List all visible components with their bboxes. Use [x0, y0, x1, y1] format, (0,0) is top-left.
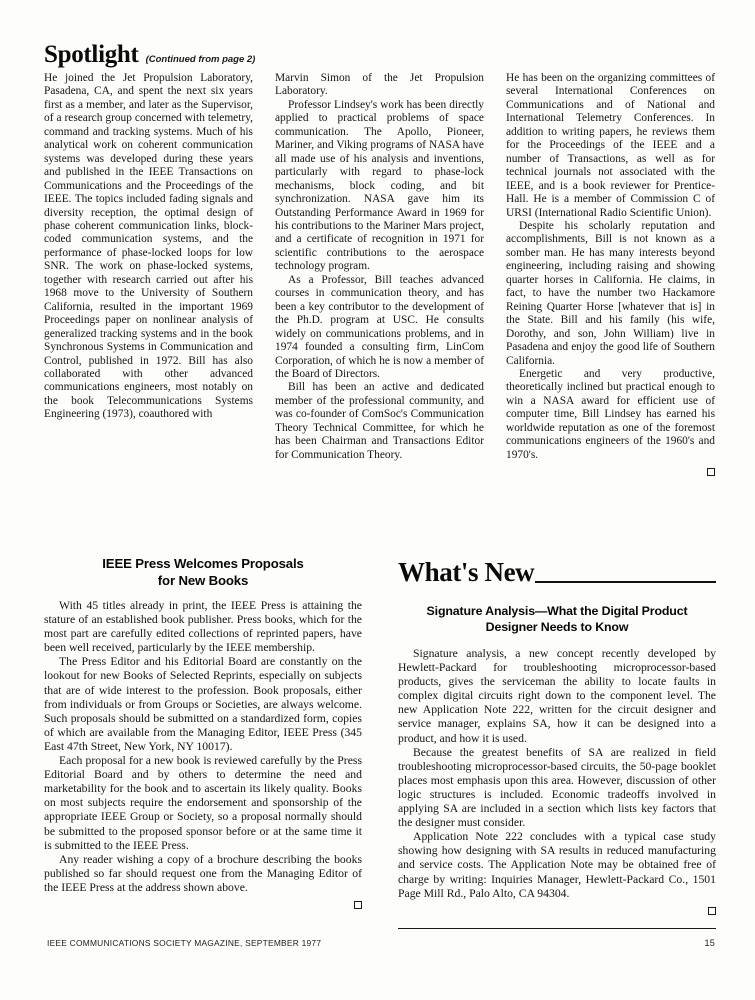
spotlight-masthead-row	[44, 42, 716, 67]
end-of-article-marker	[354, 901, 362, 909]
spotlight-column-1	[44, 72, 253, 481]
lower-sections	[44, 556, 716, 929]
whats-new-rule	[535, 581, 716, 583]
end-of-article-marker-wrap	[506, 463, 715, 481]
whats-new-heading-line1: Signature Analysis—What the Digital Product	[426, 604, 688, 618]
paragraph: Signature analysis, a new concept recently developed by Hewlett-Packard for troubleshooting microprocessor-based products, gives the serviceman the ability to locate faults in complex digital circuits right down to the component level. The new Application Note 222, written for the circuit designer and service manager, explains SA, how it can be designed into a product, and how it is used.	[398, 647, 716, 745]
end-of-article-marker	[707, 468, 715, 476]
paragraph: Each proposal for a new book is reviewed carefully by the Press Editorial Board and by others to determine the need and marketability for the book and to ascertain its likely quality. Books on most subjects require the endorsement and sponsorship of the appropriate IEEE Group or Society, so a proposal normally should be submitted to the proposed sponsor before or at the same time it is submitted to the IEEE Press.	[44, 754, 362, 852]
spotlight-masthead: Spotlight	[44, 41, 139, 68]
paragraph: The Press Editor and his Editorial Board are constantly on the lookout for new Books of Selected Reprints, especially on subjects that are of wide interest to the profession. Book proposals, either from individuals or from Groups or Societies, are always welcome. Such proposals should be submitted on a standardized form, copies of which are available from the Managing Editor, IEEE Press (345 East 47th Street, New York, NY 10017).	[44, 655, 362, 753]
whats-new-section	[398, 556, 716, 929]
ieee-press-heading-line1: IEEE Press Welcomes Proposals	[102, 556, 304, 571]
paragraph: With 45 titles already in print, the IEEE Press is attaining the stature of an established book publisher. Press books, which for the most part are carefully edited collections of reprinted papers, have been well received, particularly by the IEEE membership.	[44, 599, 362, 655]
paragraph: Bill has been an active and dedicated member of the professional community, and was co-founder of ComSoc's Communication Theory Technical Committee, for which he has been Chairman and Transactions Editor for Communication Theory.	[275, 381, 484, 461]
paragraph: Despite his scholarly reputation and accomplishments, Bill is not known as a somber man. He has many interests beyond engineering, including raising and showing quarter horses in California. He claims, in fact, to have the number two Hackamore Reining Quarter Horse [whatever that is] in the State. Bill and his family (his wife, Dorothy, and son, John William) live in Pasadena and enjoy the good life of Southern California.	[506, 219, 715, 367]
footer-page-number: 15	[704, 938, 715, 948]
paragraph: He has been on the organizing committees of several International Conferences on Communications and of National and International Telemetry Conferences. In addition to writing papers, he reviews them for the Proceedings of the IEEE and a number of Transactions, as well as for technical journals not associated with the IEEE, and is a book reviewer for Prentice-Hall. He is a member of Commission C of URSI (International Radio Scientific Union).	[506, 72, 715, 219]
spotlight-column-3	[506, 72, 715, 481]
end-of-article-marker-wrap	[44, 896, 362, 914]
paragraph: Because the greatest benefits of SA are realized in field troubleshooting microprocessor-based circuits, the 50-page booklet places most emphasis upon this area. However, discussion of other logic structures is included. Economic tradeoffs involved in applying SA are included in a section which lists key factors that the designer must consider.	[398, 745, 716, 830]
paragraph: As a Professor, Bill teaches advanced courses in communication theory, and has been a key contributor to the development of the Ph.D. program at USC. He consults widely on communications problems, and in 1974 founded a consulting firm, LinCom Corporation, of which he is now a member of the Board of Directors.	[275, 273, 484, 380]
page-footer	[47, 938, 715, 948]
ieee-press-heading-line2: for New Books	[157, 572, 249, 588]
ieee-press-heading	[44, 556, 362, 589]
spotlight-section	[44, 42, 716, 481]
section-bottom-rule	[398, 928, 716, 929]
paragraph: Energetic and very productive, theoretically inclined but practical enough to win a NASA award for efficient use of computer time, Bill Lindsey has earned his worldwide reputation as one of the foremost communications engineers of the 1960's and 1970's.	[506, 367, 715, 461]
spotlight-column-2	[275, 72, 484, 481]
footer-publication-line: IEEE COMMUNICATIONS SOCIETY MAGAZINE, SEPTEMBER 1977	[47, 938, 322, 948]
paragraph: He joined the Jet Propulsion Laboratory, Pasadena, CA, and spent the next six years first as a member, and later as the Supervisor, of a research group concerned with telemetry, command and tracking systems. Much of his analytical work on coherent communication systems was developed during these years and published in the IEEE Transactions on Communications and the Proceedings of the IEEE. The topics included fading signals and diversity reception, the optimal design of phase coherent communication links, block-coded communication systems, and the performance of phase-locked loops for low SNR. The work on phase-locked systems, together with research carried out after his 1968 move to the University of Southern California, resulted in the important 1969 Proceedings paper on nonlinear analysis of generalized tracking systems and in the book Synchronous Systems in Communication and Control, published in 1972. Bill has also collaborated with other advanced communications engineers, most notably on the book Telecommunications Systems Engineering (1973), coauthored with	[44, 72, 253, 421]
whats-new-masthead: What's New	[398, 557, 535, 587]
paragraph: Application Note 222 concludes with a typical case study showing how designing with SA results in reduced manufacturing and service costs. The Application Note may be obtained free of charge by writing: Inquiries Manager, Hewlett-Packard Co., 1501 Page Mill Rd., Palo Alto, CA 94304.	[398, 830, 716, 900]
end-of-article-marker	[708, 907, 716, 915]
spotlight-continued-note: (Continued from page 2)	[145, 54, 256, 65]
end-of-article-marker-wrap	[398, 902, 716, 920]
whats-new-article-heading	[398, 604, 716, 635]
whats-new-heading-line2: Designer Needs to Know	[485, 619, 629, 634]
whats-new-masthead-row	[398, 556, 716, 586]
spotlight-columns	[44, 72, 716, 481]
ieee-press-section	[44, 556, 362, 929]
paragraph: Marvin Simon of the Jet Propulsion Laboratory.	[275, 72, 484, 98]
paragraph: Professor Lindsey's work has been directly applied to practical problems of space communication. The Apollo, Pioneer, Mariner, and Viking programs of NASA have all made use of his analysis and inventions, particularly with regard to phase-lock mechanisms, block coding, and bit synchronization. NASA gave him its Outstanding Performance Award in 1969 for his contributions to the Mariner Mars project, and a certificate of recognition in 1971 for scientific contributions to the aerospace technology program.	[275, 98, 484, 273]
paragraph: Any reader wishing a copy of a brochure describing the books published so far should request one from the Managing Editor of the IEEE Press at the address shown above.	[44, 852, 362, 894]
